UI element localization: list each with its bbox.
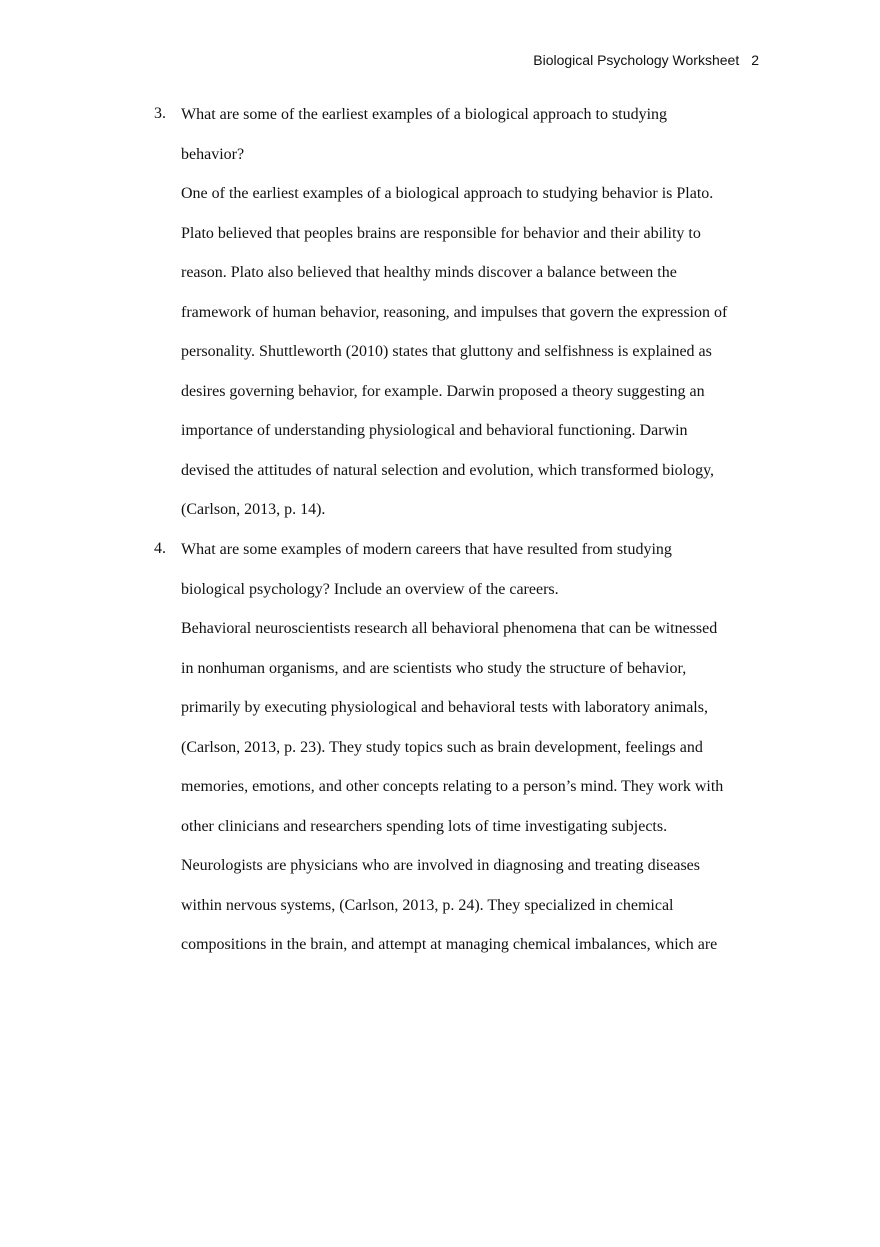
answer-line: (Carlson, 2013, p. 14). xyxy=(181,501,326,518)
answer-line: in nonhuman organisms, and are scientists who study the structure of behavior, xyxy=(181,659,687,677)
answer-line: reason. Plato also believed that healthy minds discover a balance between the xyxy=(181,264,677,281)
answer-line: Plato believed that peoples brains are responsible for behavior and their ability to xyxy=(181,224,701,242)
question-line: What are some of the earliest examples of a biological approach to studying xyxy=(181,106,668,123)
answer-line: other clinicians and researchers spending lots of time investigating subjects. xyxy=(181,817,668,835)
answer-line: (Carlson, 2013, p. 23). They study topics such as brain development, feelings and xyxy=(181,738,703,756)
answer-line: personality. Shuttleworth (2010) states that gluttony and selfishness is explained as xyxy=(181,343,712,360)
answer-line: desires governing behavior, for example. Darwin proposed a theory suggesting an xyxy=(181,382,705,400)
answer-line: devised the attitudes of natural selection and evolution, which transformed biology, xyxy=(181,461,715,479)
answer-line: within nervous systems, (Carlson, 2013, p. 24). They specialized in chemical xyxy=(181,896,674,914)
answer-line: Neurologists are physicians who are involved in diagnosing and treating diseases xyxy=(181,857,700,874)
question-line: biological psychology? Include an overview of the careers. xyxy=(181,580,559,598)
question-line: behavior? xyxy=(181,145,245,163)
item-number: 3. xyxy=(154,105,166,122)
running-head xyxy=(533,52,759,68)
page-number: 2 xyxy=(751,52,759,68)
answer-line: memories, emotions, and other concepts relating to a person’s mind. They work with xyxy=(181,778,724,795)
answer-line: importance of understanding physiological and behavioral functioning. Darwin xyxy=(181,422,688,439)
answer-line: primarily by executing physiological and behavioral tests with laboratory animals, xyxy=(181,699,708,716)
item-number: 4. xyxy=(154,540,166,557)
answer-line: framework of human behavior, reasoning, and impulses that govern the expression of xyxy=(181,303,728,321)
answer-line: compositions in the brain, and attempt at managing chemical imbalances, which are xyxy=(181,936,718,953)
running-head-title: Biological Psychology Worksheet xyxy=(533,52,740,68)
answer-line: Behavioral neuroscientists research all behavioral phenomena that can be witnessed xyxy=(181,620,718,637)
question-line: What are some examples of modern careers that have resulted from studying xyxy=(181,541,672,558)
answer-line: One of the earliest examples of a biological approach to studying behavior is Plato. xyxy=(181,185,714,202)
